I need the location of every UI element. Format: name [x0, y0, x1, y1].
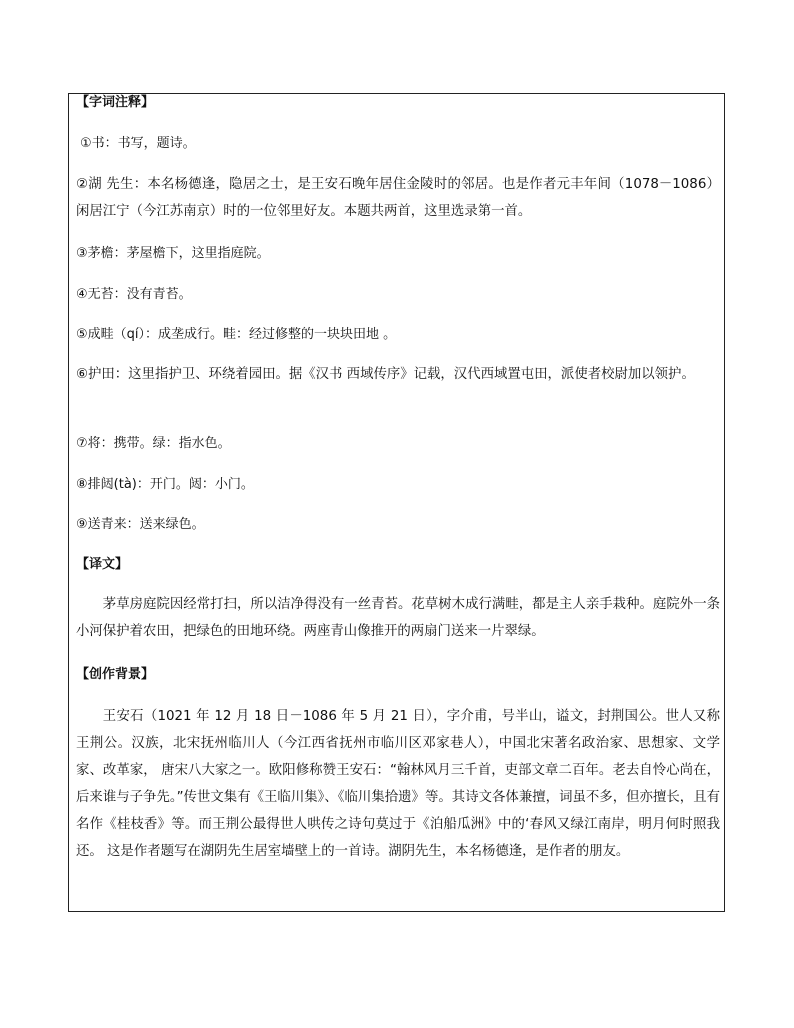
note-item: ①书：书写，题诗。 [80, 136, 196, 151]
note-item: ⑤成畦（qí）：成垄成行。畦：经过修整的一块块田地 。 [76, 327, 397, 342]
background-text: 王安石（1021 年 12 月 18 日－1086 年 5 月 21 日），字介甫，号半山，谥文，封荆国公。世人又称王荆公。汉族，北宋抚州临川人（今江西省抚州市临川区邓家巷人），中国北宋著名政治家、思想家、文学家、改革家， 唐宋八大家之一。欧阳修称赞王安石：“翰林风月三千首，吏部文章二百年。老去自怜心尚在，后来谁与子争先。”传世文集有《王临川集》、《临川集拾遗》等。其诗文各体兼擅，词虽不多，但亦擅长，且有名作《桂枝香》等。而王荆公最得世人哄传之诗句莫过于《泊船瓜洲》中的‘春风又绿江南岸，明月何时照我还。 这是作者题写在湖阴先生居室墙壁上的一首诗。湖阴先生，本名杨德逢，是作者的朋友。 [76, 709, 720, 859]
translation-text: 茅草房庭院因经常打扫，所以洁净得没有一丝青苔。花草树木成行满畦，都是主人亲手栽种。庭院外一条 小河保护着农田，把绿色的田地环绕。两座青山像推开的两扇门送来一片翠绿。 [76, 597, 720, 639]
note-item: ④无苔：没有青苔。 [76, 287, 192, 302]
note-item: ③茅檐：茅屋檐下，这里指庭院。 [76, 246, 270, 261]
note-item: ⑧排闼(tà)：开门。闼：小门。 [76, 477, 254, 492]
background-heading: 【创作背景】 [76, 667, 155, 682]
translation-heading: 【译文】 [76, 557, 129, 572]
note-item: ②湖 先生：本名杨德逢，隐居之士，是王安石晚年居住金陵时的邻居。也是作者元丰年间（1078－1086）闲居江宁（今江苏南京）时的一位邻里好友。本题共两首，这里选录第一首。 [76, 177, 720, 219]
notes-heading: 【字词注释】 [76, 95, 155, 110]
note-item: ⑨送青来：送来绿色。 [76, 517, 205, 532]
note-item: ⑥护田：这里指护卫、环绕着园田。据《汉书 西域传序》记载，汉代西域置屯田，派使者校尉加以领护。 [76, 367, 695, 382]
note-item: ⑦将：携带。绿：指水色。 [76, 436, 231, 451]
